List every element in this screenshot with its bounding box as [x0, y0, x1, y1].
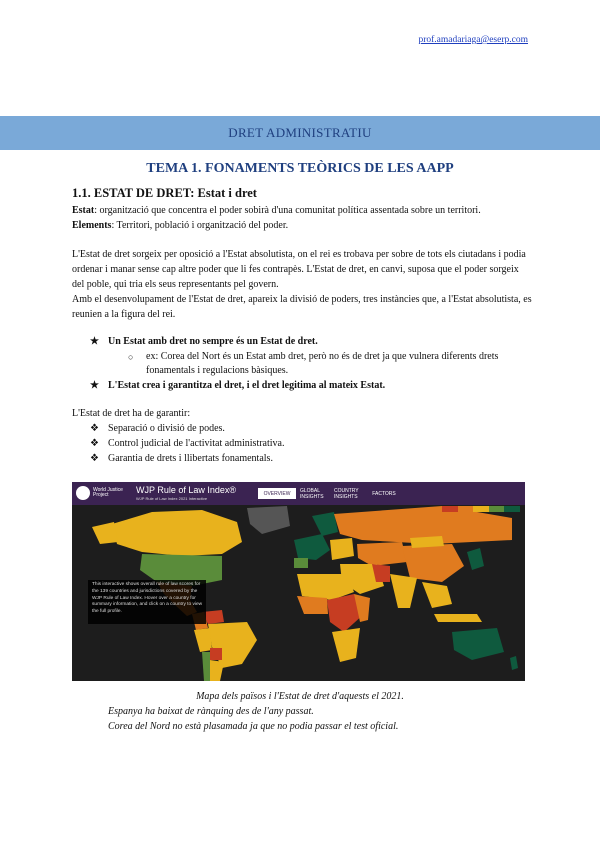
key-point-text: Un Estat amb dret no sempre és un Estat de dret. [108, 336, 318, 347]
map-subtitle: WJP Rule of Law Index 2021 Interactive [136, 496, 208, 501]
list-item [90, 451, 284, 466]
org-name: World Justice Project [93, 487, 123, 498]
author-email-link[interactable]: prof.amadariaga@eserp.com [418, 35, 528, 45]
map-region-argentina [210, 660, 224, 681]
map-region-australia [452, 628, 504, 660]
map-region-scandinavia [312, 512, 338, 536]
map-region-india [390, 574, 417, 608]
diamond-bullet-icon: ❖ [90, 453, 99, 464]
list-item [90, 335, 530, 349]
map-region-peru [194, 628, 212, 652]
estat-definition: : organització que concentra el poder sobirà d'una comunitat política assentada sobre un territori. [94, 205, 481, 216]
list-item [90, 421, 284, 436]
map-region-mongolia [410, 536, 444, 548]
guarantee-text: Garantia de drets i llibertats fonamentals. [108, 453, 273, 464]
map-title: WJP Rule of Law Index® [136, 485, 237, 495]
map-region-china [402, 544, 464, 582]
intro-paragraphs [72, 247, 532, 322]
tab-factors[interactable]: FACTORS [372, 490, 396, 497]
map-legend [442, 506, 520, 518]
elements-label: Elements [72, 220, 112, 231]
map-region-indonesia [434, 614, 482, 622]
list-item [90, 379, 530, 393]
map-region-central-asia [357, 542, 407, 566]
map-region-alaska [92, 522, 118, 544]
subject-title: DRET ADMINISTRATIU [228, 125, 372, 140]
subject-banner [0, 116, 600, 150]
map-region-bolivia [210, 648, 222, 660]
map-caption: Mapa dels països i l'Estat de dret d'aquests el 2021. [196, 691, 404, 702]
map-info-text: This interactive shows overall rule of law scores for the 139 countries and jurisdictions covered by the WJP Rule of Law Index. Hover over a country for summary information, and click on a country to view the full profile. [92, 582, 203, 615]
map-region-west-africa [297, 596, 328, 614]
definitions-paragraph [72, 203, 532, 233]
map-region-spain [294, 558, 308, 568]
section-heading: 1.1. ESTAT DE DRET: Estat i dret [72, 186, 257, 200]
elements-definition: : Territori, població i organització del poder. [111, 220, 289, 231]
diamond-bullet-icon: ❖ [90, 438, 99, 449]
guarantee-text: Control judicial de l'activitat administrativa. [108, 438, 285, 449]
key-point-text: L'Estat crea i garantitza el dret, i el dret legitima al mateix Estat. [108, 380, 386, 391]
tab-global-insights[interactable]: GLOBAL INSIGHTS [300, 487, 324, 500]
guarantee-text: Separació o divisió de podes. [108, 423, 225, 434]
estat-label: Estat [72, 205, 95, 216]
map-region-southeast-asia [422, 582, 452, 608]
diamond-bullet-icon: ❖ [90, 423, 99, 434]
star-bullet-icon: ★ [90, 380, 99, 391]
map-region-europe-east [330, 538, 354, 560]
note-spain: Espanya ha baixat de rànquing des de l'any passat. [108, 706, 314, 717]
paragraph-division-powers: Amb el desenvolupament de l'Estat de dret, apareix la divisió de poders, tres instàncies que, a l'Estat absolutista, es reunien a la figura del rei. [72, 294, 532, 320]
topic-title: TEMA 1. FONAMENTS TEÒRICS DE LES AAPP [146, 161, 454, 176]
list-item [90, 436, 284, 451]
guarantees-list [90, 421, 284, 466]
note-north-korea: Corea del Nord no està plasamada ja que no podia passar el test oficial. [108, 721, 399, 732]
list-item [128, 350, 530, 378]
circle-bullet-icon: ○ [128, 352, 134, 362]
tab-overview[interactable]: OVERVIEW [258, 488, 296, 499]
map-region-greenland [247, 506, 290, 534]
guarantee-intro: L'Estat de dret ha de garantir: [72, 408, 191, 419]
tab-country-insights[interactable]: COUNTRY INSIGHTS [334, 487, 359, 500]
star-bullet-icon: ★ [90, 336, 99, 347]
key-points-list [90, 335, 530, 393]
map-region-new-zealand [510, 656, 518, 670]
map-region-canada [112, 510, 242, 556]
paragraph-absolutism: L'Estat de dret sorgeix per oposició a l'Estat absolutista, on el rei es trobava per sobre de tots els ciutadans i podia ordenar i manar sense cap altre poder que li fes contrapès. L'Estat de dret, en canvi, suposa que el poder sorgeix del poble, qui tria els seus representants pel govern. [72, 249, 526, 290]
map-region-europe-west [294, 534, 330, 560]
map-region-southern-africa [332, 628, 360, 662]
rule-of-law-map [72, 482, 525, 681]
map-region-japan-korea [467, 548, 484, 570]
map-region-chile [202, 652, 210, 681]
example-text: ex: Corea del Nort és un Estat amb dret, però no és de dret ja que vulnera diferents drets fonamentals i regulacions bàsiques. [146, 351, 499, 376]
